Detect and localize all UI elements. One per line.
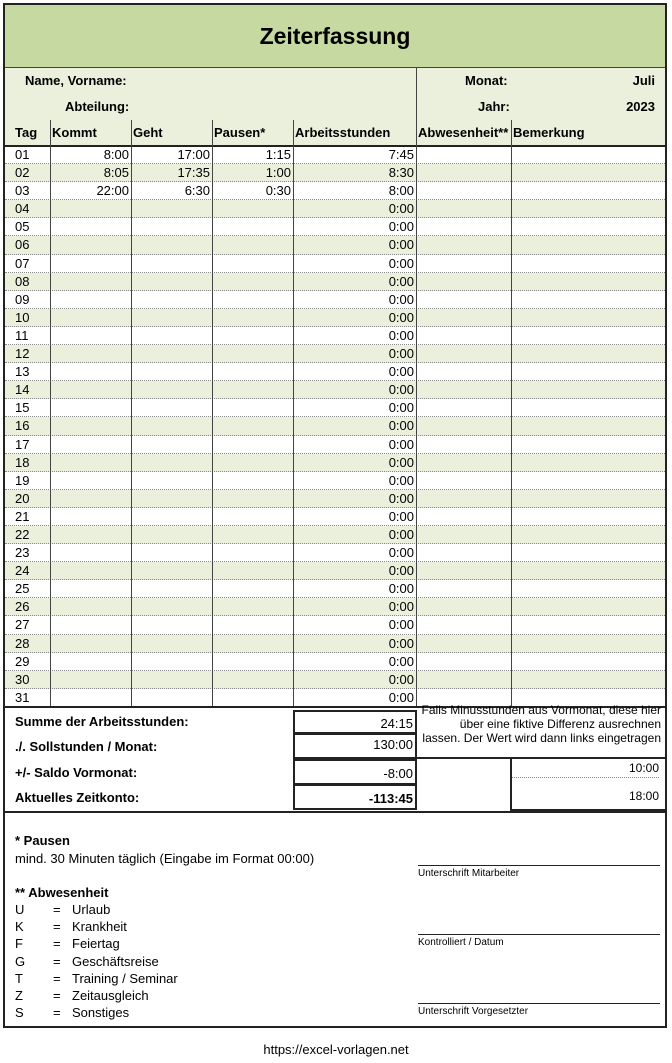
cell-tag: 13 xyxy=(15,364,30,380)
absence-code-label: Krankheit xyxy=(72,919,127,935)
soll-label: ./. Sollstunden / Monat: xyxy=(15,739,158,754)
minus-hours-note: Falls Minusstunden aus Vormonat, diese hier über eine fiktive Differenz ausrechnen lassen. Der Wert wird dann links eingetragen xyxy=(421,703,661,745)
cell-arbeitsstunden: 0:00 xyxy=(388,526,414,542)
table-row xyxy=(5,544,665,562)
cell-tag: 08 xyxy=(15,273,30,289)
table-row xyxy=(5,454,665,472)
table-row xyxy=(5,616,665,634)
table-row xyxy=(5,580,665,598)
signature-supervisor: Unterschrift Vorgesetzter xyxy=(418,1003,660,1017)
table-row xyxy=(5,472,665,490)
dept-label: Abteilung: xyxy=(65,99,130,114)
year-label: Jahr: xyxy=(478,99,510,114)
col-abwesenheit: Abwesenheit** xyxy=(418,125,509,140)
cell-arbeitsstunden: 0:00 xyxy=(388,689,414,705)
cell-arbeitsstunden: 0:00 xyxy=(388,599,414,615)
col-geht: Geht xyxy=(133,125,163,140)
table-row xyxy=(5,562,665,580)
table-row xyxy=(5,327,665,345)
cell-arbeitsstunden: 0:00 xyxy=(388,545,414,561)
col-tag: Tag xyxy=(15,125,38,140)
soll-value[interactable]: 130:00 xyxy=(293,733,417,759)
calc-a-value[interactable]: 10:00 xyxy=(512,761,659,778)
cell-tag: 30 xyxy=(15,671,30,687)
absence-code-label: Zeitausgleich xyxy=(72,988,149,1003)
cell-arbeitsstunden: 0:00 xyxy=(388,400,414,416)
cell-tag: 03 xyxy=(15,183,30,199)
absence-code-code: Z xyxy=(15,988,23,1003)
col-bemerkung: Bemerkung xyxy=(513,125,585,140)
month-label: Monat: xyxy=(465,73,508,88)
cell-tag: 31 xyxy=(15,689,30,705)
header-row-name xyxy=(5,68,665,95)
col-kommt: Kommt xyxy=(52,125,97,140)
absence-code-code: T xyxy=(15,970,23,986)
table-row xyxy=(5,200,665,218)
cell-tag: 15 xyxy=(15,400,30,416)
table-row xyxy=(5,146,665,164)
cell-tag: 22 xyxy=(15,526,30,542)
absence-code-eq: = xyxy=(53,919,61,935)
cell-pausen[interactable]: 0:30 xyxy=(265,183,291,199)
absence-code-code: U xyxy=(15,902,25,917)
timesheet xyxy=(3,3,667,1028)
table-row xyxy=(5,164,665,182)
cell-tag: 09 xyxy=(15,291,30,307)
table-row xyxy=(5,653,665,671)
cell-arbeitsstunden: 0:00 xyxy=(388,653,414,669)
cell-arbeitsstunden: 0:00 xyxy=(388,364,414,380)
absence-code-eq: = xyxy=(53,936,61,952)
cell-tag: 23 xyxy=(15,545,30,561)
cell-kommt[interactable]: 8:05 xyxy=(103,165,129,181)
pausen-text: mind. 30 Minuten täglich (Eingabe im Format 00:00) xyxy=(15,851,315,866)
sum-value: 24:15 xyxy=(293,710,417,734)
header-row-dept xyxy=(5,94,665,121)
cell-arbeitsstunden: 0:00 xyxy=(388,309,414,325)
cell-tag: 04 xyxy=(15,201,30,217)
table-row xyxy=(5,399,665,417)
cell-kommt[interactable]: 8:00 xyxy=(103,147,129,162)
cell-geht[interactable]: 6:30 xyxy=(184,183,210,199)
cell-geht[interactable]: 17:00 xyxy=(177,147,210,162)
cell-tag: 14 xyxy=(15,382,30,398)
table-row xyxy=(5,363,665,381)
cell-tag: 01 xyxy=(15,147,30,162)
abwesenheit-title: ** Abwesenheit xyxy=(15,885,109,900)
table-row xyxy=(5,309,665,327)
cell-tag: 06 xyxy=(15,237,30,253)
page-title: Zeiterfassung xyxy=(5,5,665,68)
source-url[interactable]: https://excel-vorlagen.net xyxy=(263,1042,409,1057)
cell-tag: 26 xyxy=(15,599,30,615)
cell-tag: 05 xyxy=(15,219,30,235)
cell-arbeitsstunden: 0:00 xyxy=(388,563,414,579)
table-row xyxy=(5,417,665,435)
cell-arbeitsstunden: 0:00 xyxy=(388,472,414,488)
name-label: Name, Vorname: xyxy=(25,73,127,88)
table-row xyxy=(5,218,665,236)
table-row xyxy=(5,526,665,544)
cell-tag: 07 xyxy=(15,255,30,271)
col-pausen: Pausen* xyxy=(214,125,266,140)
cell-pausen[interactable]: 1:00 xyxy=(265,165,291,181)
cell-arbeitsstunden: 0:00 xyxy=(388,490,414,506)
cell-tag: 21 xyxy=(15,508,30,524)
month-value[interactable]: Juli xyxy=(632,73,655,88)
signature-employee: Unterschrift Mitarbeiter xyxy=(418,865,660,879)
cell-geht[interactable]: 17:35 xyxy=(177,165,210,181)
cell-arbeitsstunden: 0:00 xyxy=(388,418,414,434)
table-row xyxy=(5,255,665,273)
cell-kommt[interactable]: 22:00 xyxy=(96,183,129,199)
cell-tag: 17 xyxy=(15,436,30,452)
cell-arbeitsstunden: 0:00 xyxy=(388,291,414,307)
cell-arbeitsstunden: 0:00 xyxy=(388,454,414,470)
konto-label: Aktuelles Zeitkonto: xyxy=(15,790,140,805)
year-value[interactable]: 2023 xyxy=(626,99,655,114)
cell-arbeitsstunden: 0:00 xyxy=(388,237,414,253)
cell-tag: 11 xyxy=(15,327,29,343)
col-arbeitsstunden: Arbeitsstunden xyxy=(295,125,391,140)
table-row xyxy=(5,508,665,526)
cell-arbeitsstunden: 0:00 xyxy=(388,508,414,524)
absence-code-code: K xyxy=(15,919,24,935)
table-row xyxy=(5,671,665,689)
absence-code-code: G xyxy=(15,953,26,969)
cell-pausen[interactable]: 1:15 xyxy=(265,147,291,162)
cell-arbeitsstunden: 7:45 xyxy=(388,147,414,162)
cell-tag: 27 xyxy=(15,617,30,633)
table-row xyxy=(5,381,665,399)
table-row xyxy=(5,182,665,200)
table-row xyxy=(5,598,665,616)
pausen-title: * Pausen xyxy=(15,833,70,848)
cell-tag: 10 xyxy=(15,309,30,325)
saldo-label: +/- Saldo Vormonat: xyxy=(15,765,138,780)
cell-tag: 18 xyxy=(15,454,30,470)
absence-code-label: Feiertag xyxy=(72,936,120,952)
sum-label: Summe der Arbeitsstunden: xyxy=(15,714,189,729)
cell-arbeitsstunden: 0:00 xyxy=(388,219,414,235)
table-row xyxy=(5,236,665,254)
calc-b-value[interactable]: 18:00 xyxy=(628,789,659,803)
cell-arbeitsstunden: 0:00 xyxy=(388,273,414,289)
cell-tag: 19 xyxy=(15,472,30,488)
cell-arbeitsstunden: 0:00 xyxy=(388,671,414,687)
cell-arbeitsstunden: 0:00 xyxy=(388,201,414,217)
absence-code-label: Sonstiges xyxy=(72,1005,130,1021)
cell-arbeitsstunden: 0:00 xyxy=(388,436,414,452)
konto-value: -113:45 xyxy=(293,784,417,810)
cell-arbeitsstunden: 0:00 xyxy=(388,382,414,398)
cell-arbeitsstunden: 0:00 xyxy=(388,581,414,597)
cell-arbeitsstunden: 0:00 xyxy=(388,346,414,362)
cell-tag: 25 xyxy=(15,581,30,597)
cell-arbeitsstunden: 8:30 xyxy=(388,165,414,181)
divider xyxy=(417,757,665,759)
table-row xyxy=(5,345,665,363)
cell-arbeitsstunden: 0:00 xyxy=(388,255,414,271)
absence-code-eq: = xyxy=(53,1005,61,1021)
absence-code-label: Training / Seminar xyxy=(72,970,178,986)
absence-code-eq: = xyxy=(53,988,61,1003)
cell-arbeitsstunden: 0:00 xyxy=(388,327,414,343)
absence-code-eq: = xyxy=(53,953,61,969)
cell-arbeitsstunden: 8:00 xyxy=(388,183,414,199)
absence-code-code: F xyxy=(15,936,23,952)
saldo-value[interactable]: -8:00 xyxy=(293,759,417,785)
cell-tag: 16 xyxy=(15,418,30,434)
cell-tag: 29 xyxy=(15,653,30,669)
table-row xyxy=(5,436,665,454)
cell-arbeitsstunden: 0:00 xyxy=(388,635,414,651)
signature-checked-date: Kontrolliert / Datum xyxy=(418,934,660,948)
cell-arbeitsstunden: 0:00 xyxy=(388,617,414,633)
cell-tag: 02 xyxy=(15,165,30,181)
cell-tag: 20 xyxy=(15,490,30,506)
absence-code-label: Urlaub xyxy=(72,902,111,917)
column-header xyxy=(5,120,665,147)
absence-code-code: S xyxy=(15,1005,24,1021)
cell-tag: 12 xyxy=(15,346,30,362)
table-row xyxy=(5,490,665,508)
table-row xyxy=(5,273,665,291)
absence-code-eq: = xyxy=(53,970,61,986)
table-row xyxy=(5,291,665,309)
absence-code-label: Geschäftsreise xyxy=(72,953,159,969)
summary-section xyxy=(5,703,665,813)
table-row xyxy=(5,635,665,653)
day-rows xyxy=(5,146,665,707)
cell-tag: 24 xyxy=(15,563,30,579)
absence-code-eq: = xyxy=(53,902,61,917)
cell-tag: 28 xyxy=(15,635,30,651)
